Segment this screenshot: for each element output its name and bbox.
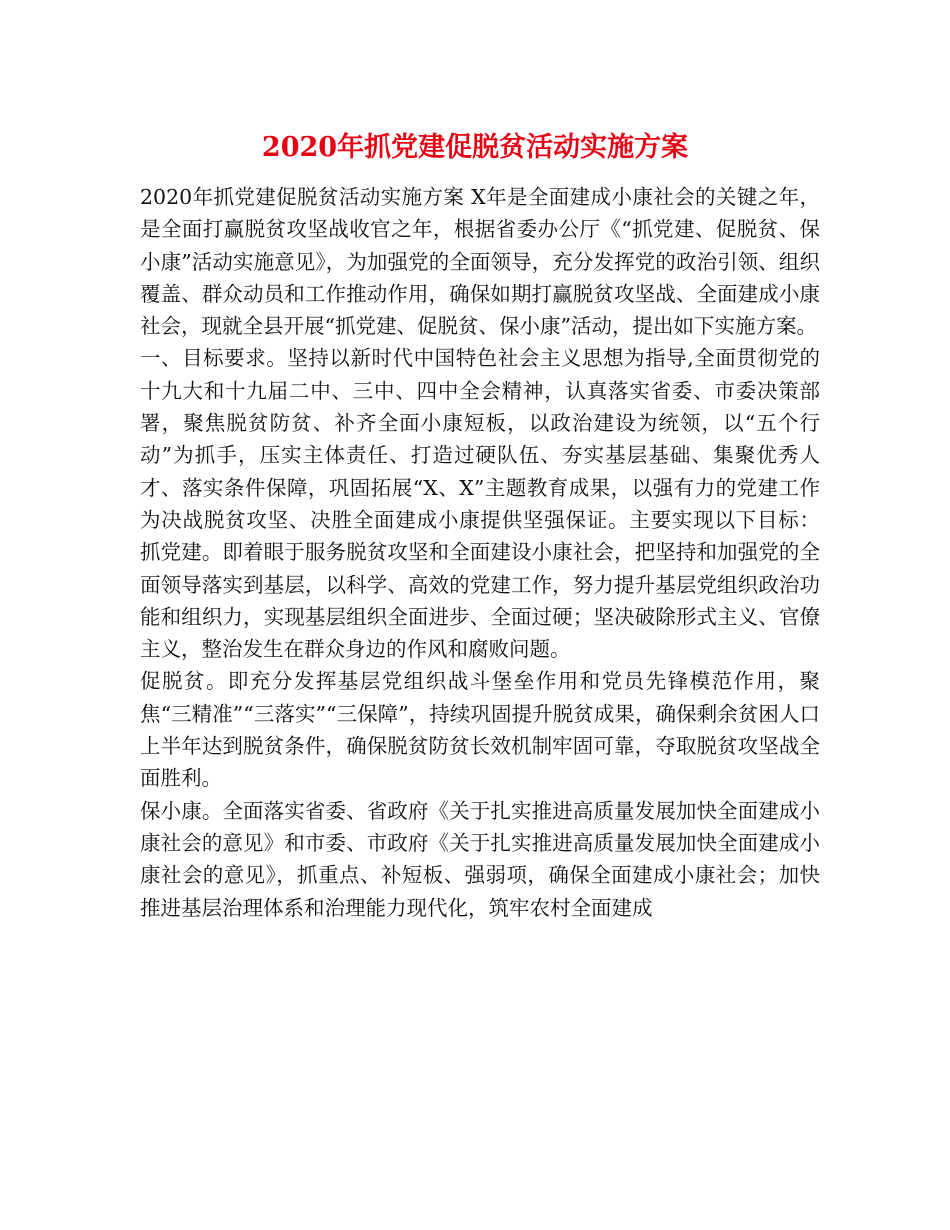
paragraph-xiaokang: 保小康。全面落实省委、省政府《关于扎实推进高质量发展加快全面建成小康社会的意见》和市委、市政府《关于扎实推进高质量发展加快全面建成小康社会的意见》，抓重点、补短板、强弱项，确保全面建成小康社会；加快推进基层治理体系和治理能力现代化，筑牢农村全面建成	[140, 798, 820, 920]
document-title: 2020年抓党建促脱贫活动实施方案	[261, 132, 689, 163]
paragraph-intro: 2020年抓党建促脱贫活动实施方案 X年是全面建成小康社会的关键之年，是全面打赢脱贫攻坚战收官之年，根据省委办公厅《“抓党建、促脱贫、保小康”活动实施意见》，为加强党的全面领导，充分发挥党的政治引领、组织覆盖、群众动员和工作推动作用，确保如期打赢脱贫攻坚战、全面建成小康社会，现就全县开展“抓党建、促脱贫、保小康”活动，提出如下实施方案。	[140, 185, 820, 339]
paragraph-goals: 一、目标要求。坚持以新时代中国特色社会主义思想为指导,全面贯彻党的十九大和十九届二中、三中、四中全会精神，认真落实省委、市委决策部署，聚焦脱贫防贫、补齐全面小康短板，以政治建设为统领，以“五个行动”为抓手，压实主体责任、打造过硬队伍、夯实基层基础、集聚优秀人才、落实条件保障，巩固拓展“X、X”主题教育成果，以强有力的党建工作为决战脱贫攻坚、决胜全面建成小康提供坚强保证。主要实现以下目标： 抓党建。即着眼于服务脱贫攻坚和全面建设小康社会，把坚持和加强党的全面领导落实到基层，以科学、高效的党建工作，努力提升基层党组织政治功能和组织力，实现基层组织全面进步、全面过硬；坚决破除形式主义、官僚主义，整治发生在群众身边的作风和腐败问题。	[140, 346, 820, 662]
paragraph-poverty: 促脱贫。即充分发挥基层党组织战斗堡垒作用和党员先锋模范作用，聚焦“三精准”“三落实”“三保障”，持续巩固提升脱贫成果，确保剩余贫困人口上半年达到脱贫条件，确保脱贫防贫长效机制牢固可靠，夺取脱贫攻坚战全面胜利。	[140, 669, 820, 791]
document-body	[140, 181, 820, 924]
